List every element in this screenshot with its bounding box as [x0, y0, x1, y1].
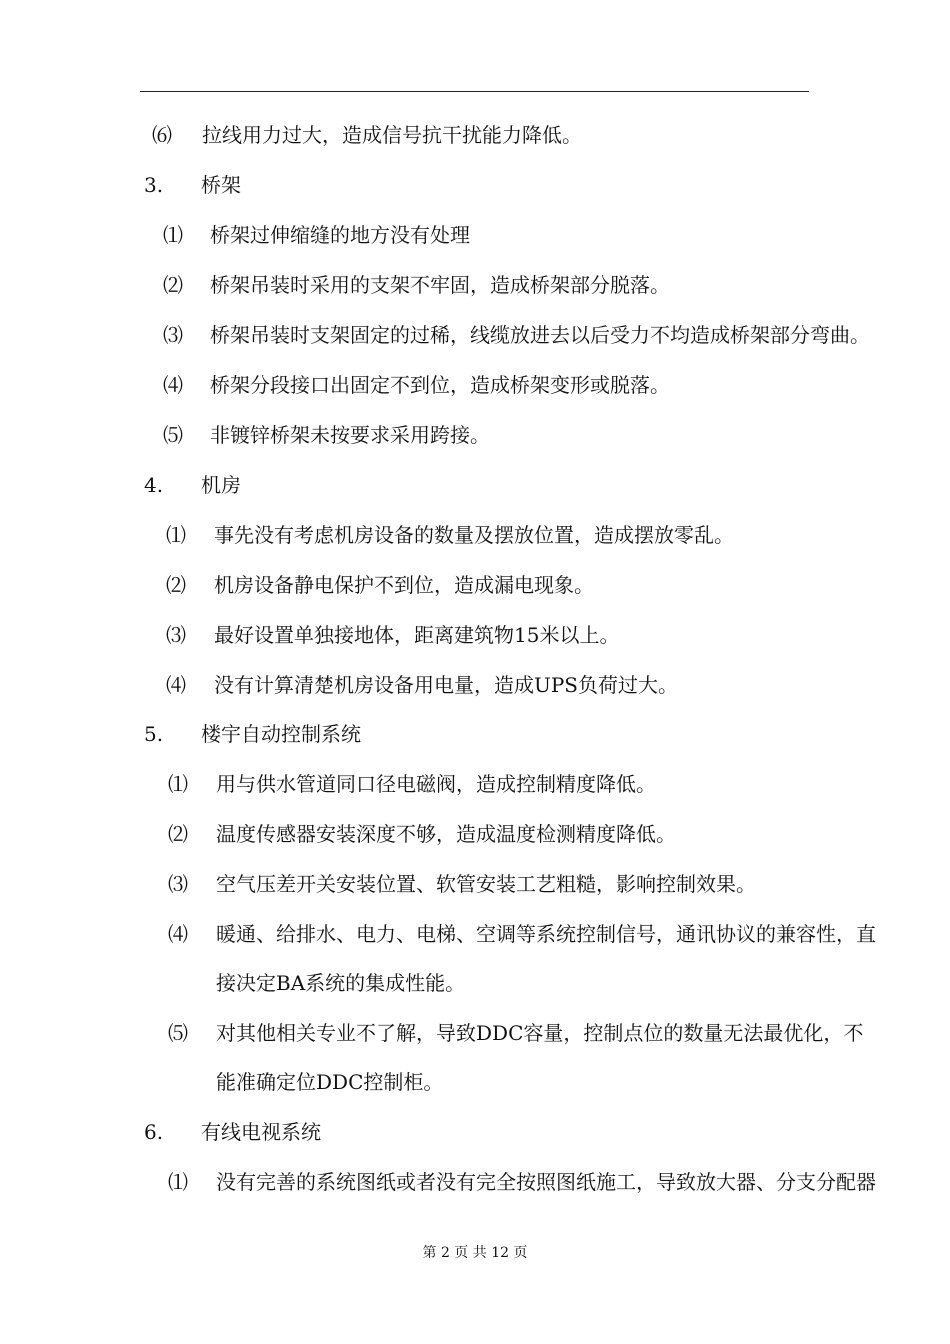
item-number: ⑴: [168, 772, 188, 796]
section-title: 桥架: [201, 173, 241, 197]
section-number: 4.: [144, 473, 164, 497]
item-number: ⑹: [152, 123, 172, 147]
item-text: 用与供水管道同口径电磁阀，造成控制精度降低。: [216, 772, 656, 796]
item-text: 桥架分段接口出固定不到位，造成桥架变形或脱落。: [210, 373, 670, 397]
item-number: ⑴: [163, 223, 183, 247]
item-text: 没有计算清楚机房设备用电量，造成UPS负荷过大。: [214, 673, 679, 697]
item-number: ⑷: [166, 673, 186, 697]
item-number: ⑶: [166, 623, 186, 647]
item-number: ⑷: [163, 373, 183, 397]
page-number: 第 2 页 共 12 页: [422, 1245, 528, 1261]
header-rule: [140, 91, 809, 92]
item-text: 桥架吊装时支架固定的过稀，线缆放进去以后受力不均造成桥架部分弯曲。: [210, 323, 870, 347]
item-text: 非镀锌桥架未按要求采用跨接。: [210, 423, 490, 447]
section-number: 5.: [144, 722, 164, 746]
item-number: ⑶: [163, 323, 183, 347]
item-number: ⑵: [166, 573, 186, 597]
item-text: 最好设置单独接地体，距离建筑物15米以上。: [214, 623, 620, 647]
item-text: 桥架吊装时采用的支架不牢固，造成桥架部分脱落。: [210, 273, 670, 297]
item-number: ⑵: [163, 273, 183, 297]
section-title: 楼宇自动控制系统: [201, 722, 361, 746]
item-text: 空气压差开关安装位置、软管安装工艺粗糙，影响控制效果。: [216, 872, 756, 896]
item-text: 事先没有考虑机房设备的数量及摆放位置，造成摆放零乱。: [214, 523, 734, 547]
item-number: ⑵: [168, 822, 188, 846]
section-number: 6.: [144, 1120, 164, 1144]
item-number: ⑶: [168, 872, 188, 896]
section-title: 有线电视系统: [201, 1120, 321, 1144]
item-text: 没有完善的系统图纸或者没有完全按照图纸施工，导致放大器、分支分配器: [216, 1170, 876, 1194]
item-text: 接决定BA系统的集成性能。: [216, 971, 466, 995]
item-text: 拉线用力过大，造成信号抗干扰能力降低。: [202, 123, 582, 147]
item-number: ⑷: [168, 922, 188, 946]
item-number: ⑴: [166, 523, 186, 547]
section-number: 3.: [144, 173, 164, 197]
item-text: 暖通、给排水、电力、电梯、空调等系统控制信号，通讯协议的兼容性，直: [216, 922, 876, 946]
item-text: 能准确定位DDC控制柜。: [216, 1070, 444, 1094]
item-text: 机房设备静电保护不到位，造成漏电现象。: [214, 573, 594, 597]
item-number: ⑴: [168, 1170, 188, 1194]
item-text: 桥架过伸缩缝的地方没有处理: [210, 223, 470, 247]
item-text: 对其他相关专业不了解，导致DDC容量，控制点位的数量无法最优化，不: [216, 1021, 864, 1045]
item-number: ⑸: [163, 423, 183, 447]
section-title: 机房: [201, 473, 241, 497]
item-text: 温度传感器安装深度不够，造成温度检测精度降低。: [216, 822, 676, 846]
item-number: ⑸: [168, 1021, 188, 1045]
page-footer: [0, 1244, 950, 1262]
